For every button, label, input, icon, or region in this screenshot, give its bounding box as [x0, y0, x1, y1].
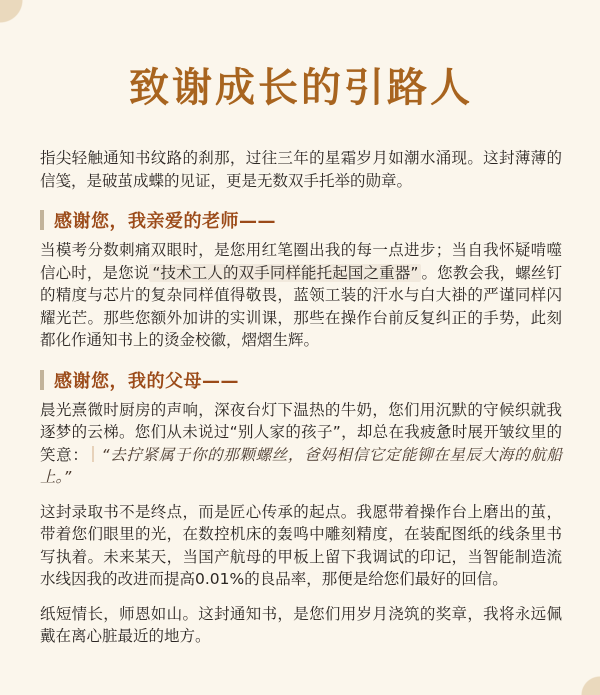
parents-quote: “去拧紧属于你的那颗螺丝，爸妈相信它定能铆在星辰大海的航船上。”: [40, 445, 562, 486]
parents-paragraph: [40, 399, 562, 489]
parents-text-before: 晨光熹微时厨房的声响，深夜台灯下温热的牛奶，您们用沉默的守候织就我逐梦的云梯。您们从未说过“别人家的孩子”，却总在我疲惫时展开皱纹里的笑意：: [40, 400, 562, 464]
page-title: 致谢成长的引路人: [129, 65, 473, 111]
parents-heading: [40, 368, 562, 392]
closing-paragraph: 纸短情长，师恩如山。这封通知书，是您们用岁月浇筑的奖章，我将永远佩戴在离心脏最近的地方。: [40, 604, 562, 645]
corner-decoration-top-left: [0, 0, 26, 26]
parents-heading-text: 感谢您，我的父母——: [54, 370, 239, 392]
teachers-heading: [40, 208, 562, 232]
teachers-highlight-quote: “技术工人的双手同样能托起国之重器”: [149, 264, 421, 282]
quote-marker: [92, 446, 94, 462]
heading-accent-bar: [40, 210, 44, 230]
teachers-heading-text: 感谢您，我亲爱的老师——: [54, 211, 276, 232]
teachers-text-after: 。您教会我，螺丝钉的精度与芯片的复杂同样值得敬畏，蓝领工装的汗水与白大褂的严谨同样闪耀光芒。那些您额外加讲的实训课，那些在操作台前反复纠正的手势，此刻都化作通知书上的烫金校徽，熠熠生辉。: [40, 263, 562, 349]
corner-decoration-bottom-right: [578, 673, 600, 695]
teachers-paragraph: [40, 239, 562, 352]
intro-paragraph: 指尖轻触通知书纹路的刹那，过往三年的星霜岁月如潮水涌现。这封薄薄的信笺，是破茧成蝶的见证，更是无数双手托举的勋章。: [40, 149, 562, 190]
teachers-text-before: 当模考分数刺痛双眼时，是您用红笔圈出我的每一点进步；当自我怀疑啃噬信心时，是您说: [40, 241, 562, 282]
future-paragraph: 这封录取书不是终点，而是匠心传承的起点。我愿带着操作台上磨出的茧，带着您们眼里的光，在数控机床的轰鸣中雕刻精度，在装配图纸的线条里书写执着。未来某天，当国产航母的甲板上留下我调试的印记，当智能制造流水线因我的改进而提高0.01%的良品率，那便是给您们最好的回信。: [40, 502, 562, 588]
heading-accent-bar: [40, 370, 44, 390]
